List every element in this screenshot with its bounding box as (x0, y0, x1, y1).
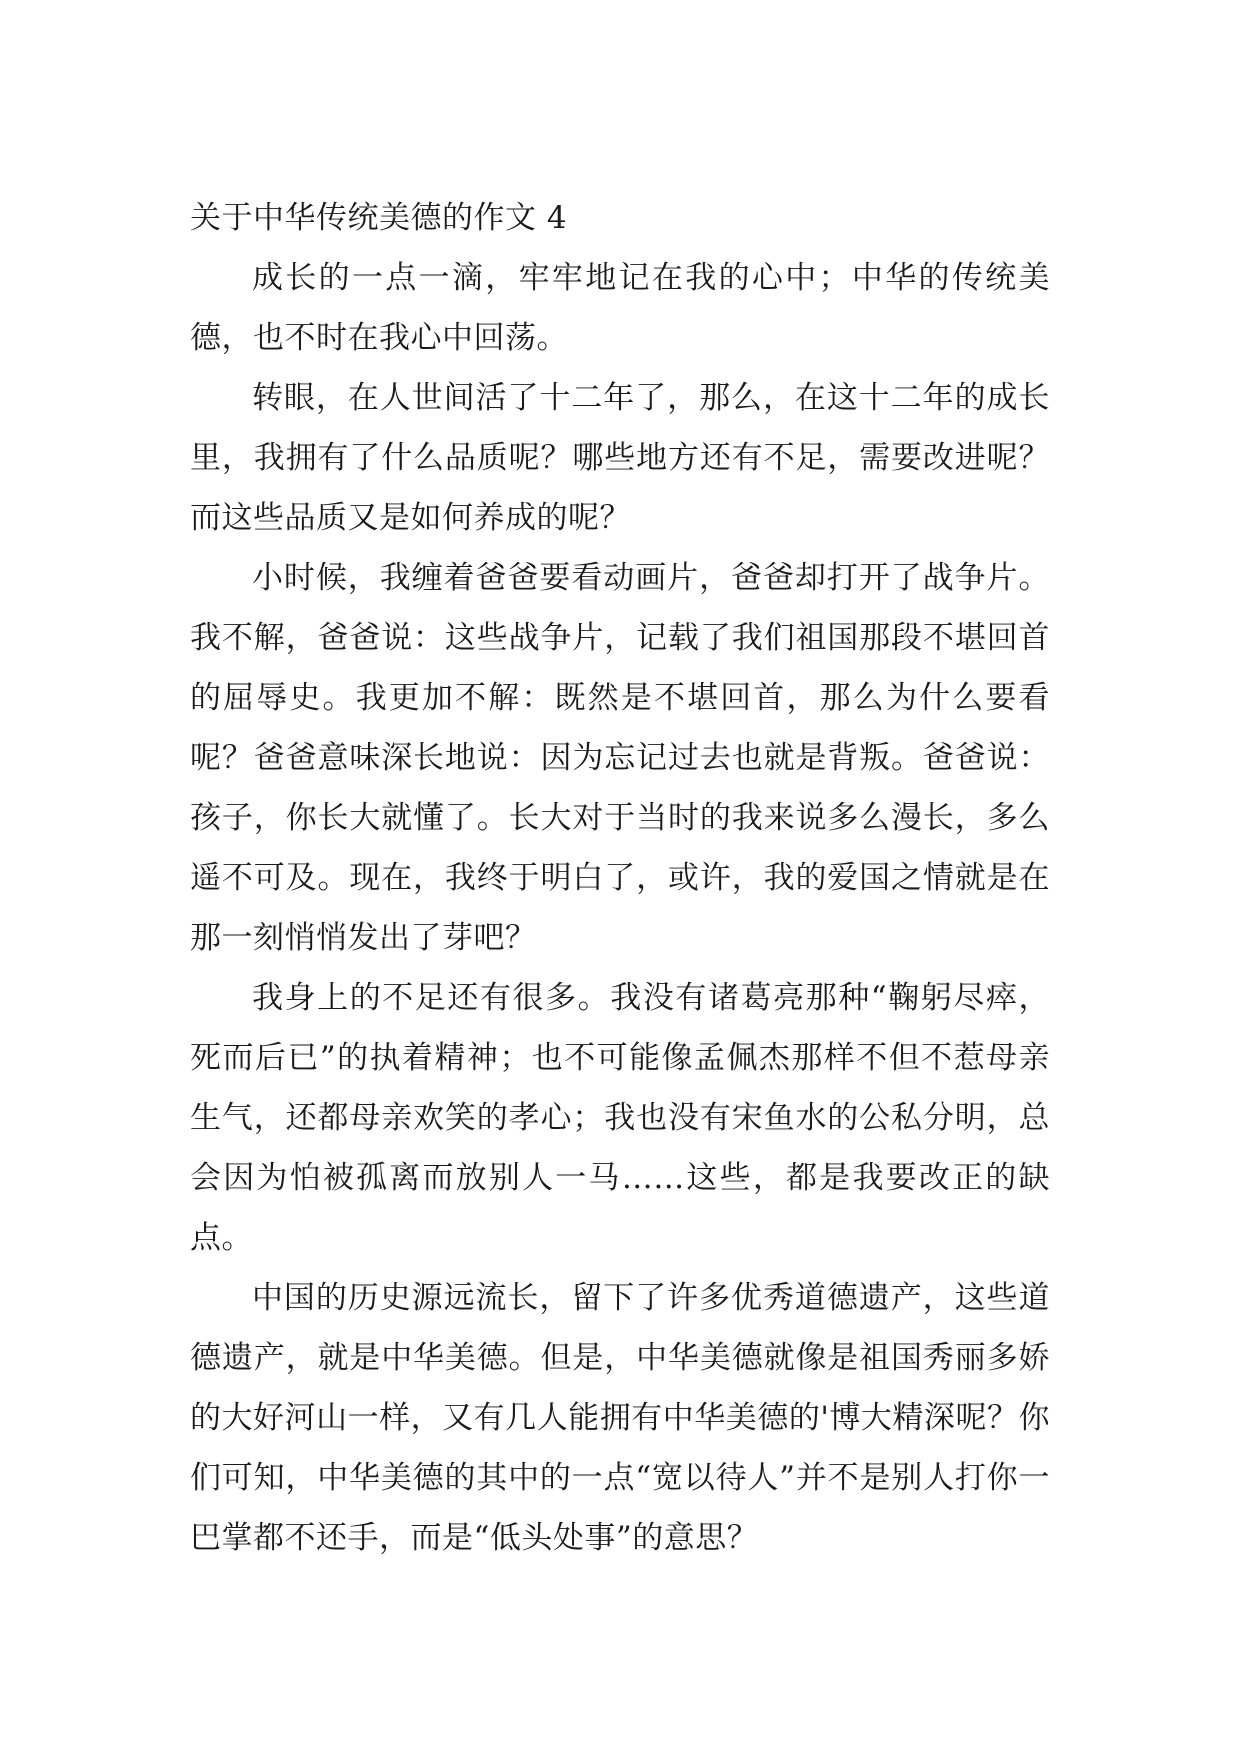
paragraph-5: 中国的历史源远流长，留下了许多优秀道德遗产，这些道德遗产，就是中华美德。但是，中华美德就像是祖国秀丽多娇的大好河山一样，又有几人能拥有中华美德的'博大精深呢？你们可知，中华美德的其中的一点“宽以待人”并不是别人打你一巴掌都不还手，而是“低头处事”的意思？ (190, 1280, 1050, 1556)
paragraph-3: 小时候，我缠着爸爸要看动画片，爸爸却打开了战争片。我不解，爸爸说：这些战争片，记载了我们祖国那段不堪回首的屈辱史。我更加不解：既然是不堪回首，那么为什么要看呢？爸爸意味深长地说：因为忘记过去也就是背叛。爸爸说：孩子，你长大就懂了。长大对于当时的我来说多么漫长，多么遥不可及。现在，我终于明白了，或许，我的爱国之情就是在那一刻悄悄发出了芽吧？ (190, 560, 1050, 956)
paragraph-1: 成长的一点一滴，牢牢地记在我的心中；中华的传统美德，也不时在我心中回荡。 (190, 260, 1050, 356)
essay-title: 关于中华传统美德的作文 4 (190, 200, 568, 236)
document-body (190, 188, 1050, 1568)
paragraph-2: 转眼，在人世间活了十二年了，那么，在这十二年的成长里，我拥有了什么品质呢？哪些地方还有不足，需要改进呢？而这些品质又是如何养成的呢？ (190, 380, 1050, 536)
paragraph-4: 我身上的不足还有很多。我没有诸葛亮那种“鞠躬尽瘁，死而后已”的执着精神；也不可能像孟佩杰那样不但不惹母亲生气，还都母亲欢笑的孝心；我也没有宋鱼水的公私分明，总会因为怕被孤离而放别人一马……这些，都是我要改正的缺点。 (190, 980, 1050, 1256)
